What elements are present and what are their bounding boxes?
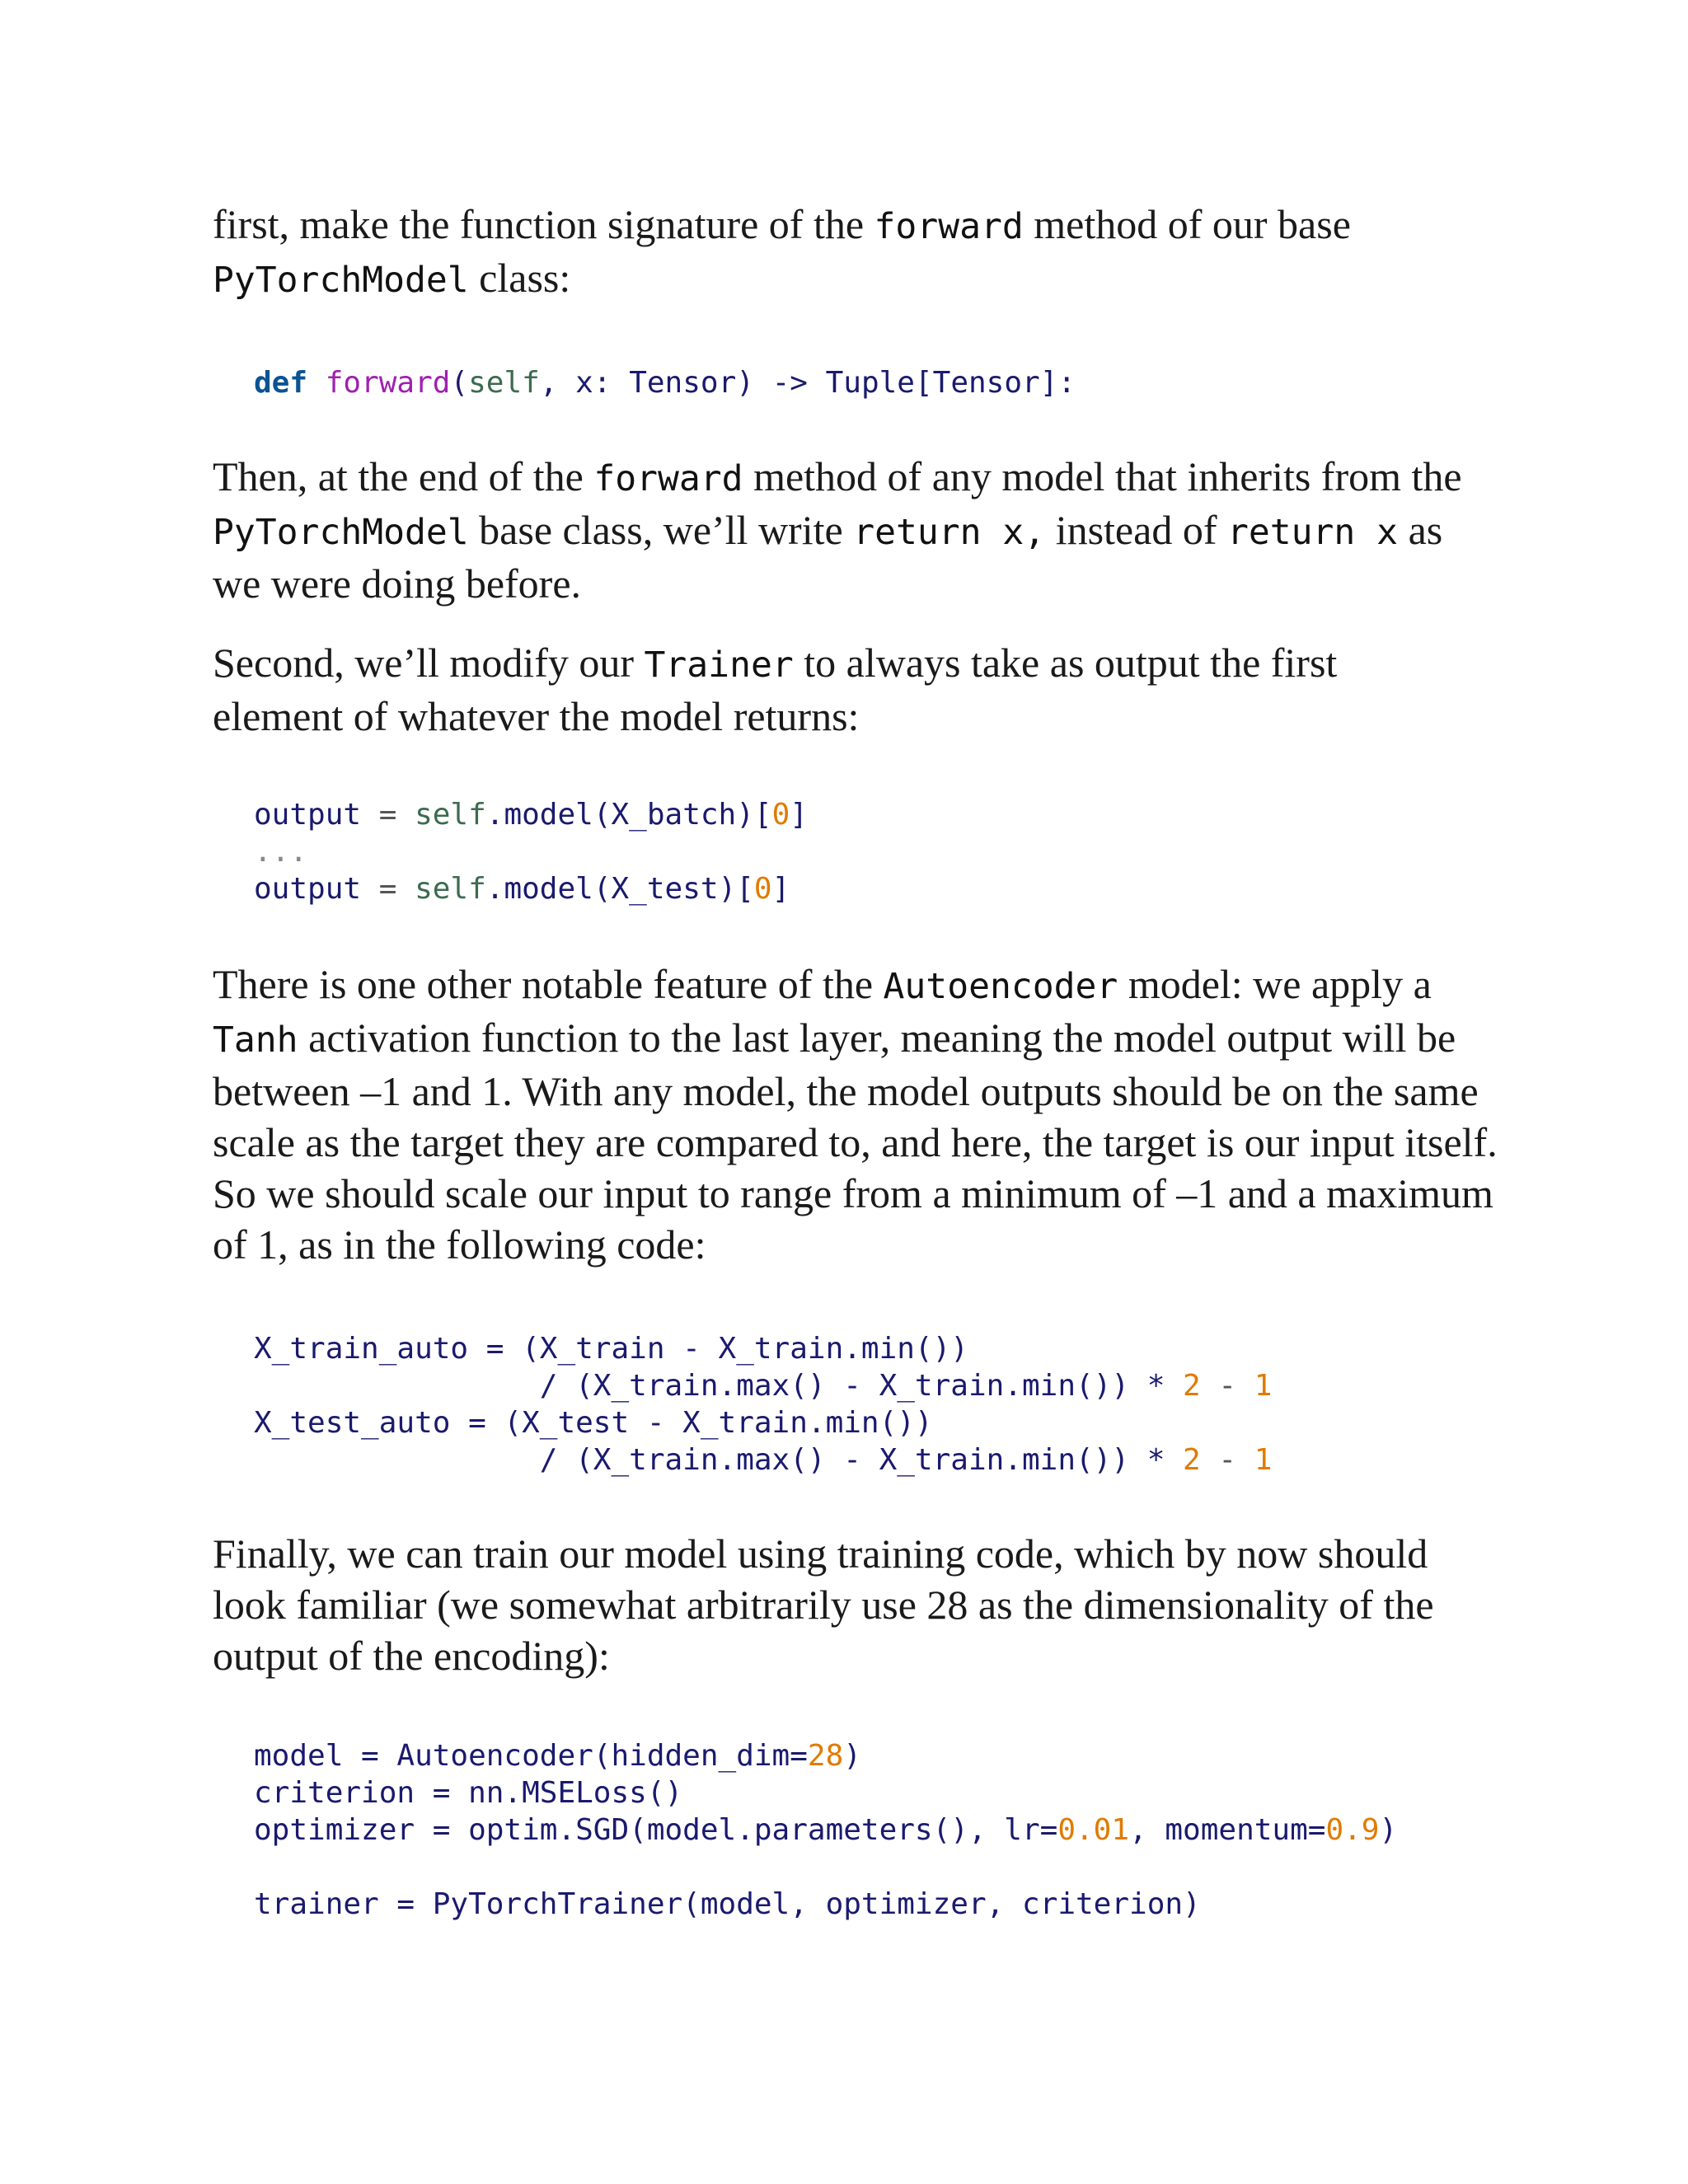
code-line [254, 796, 808, 833]
code-line [254, 364, 1076, 401]
code-block-forward-signature [254, 364, 1076, 401]
code-number: 28 [807, 1739, 844, 1773]
code-number: 1 [1254, 1443, 1273, 1477]
code-number: 0 [753, 872, 772, 906]
code-operator: - [1200, 1369, 1254, 1403]
code-line [254, 1737, 1397, 1774]
inline-code: Autoencoder [883, 966, 1118, 1007]
code-text: ] [771, 872, 790, 906]
code-text: ( [450, 366, 469, 400]
code-number: 1 [1254, 1369, 1273, 1403]
code-line [254, 1441, 1272, 1479]
code-text: .model(X_test)[ [485, 872, 754, 906]
inline-code: PyTorchModel [213, 512, 469, 553]
code-text: output [254, 798, 362, 832]
paragraph-tanh-scaling [213, 958, 1498, 1270]
text: There is one other notable feature of the [213, 961, 884, 1007]
text: method of our base [1023, 201, 1351, 247]
text: to always take as output the first element of whatever the model returns: [213, 640, 1338, 739]
code-operator: = [361, 872, 415, 906]
code-text: / (X_train.max() - X_train.min()) * [254, 1443, 1184, 1477]
code-function-name: forward [325, 366, 451, 400]
code-operator: - [1200, 1443, 1254, 1477]
code-text: model = Autoencoder(hidden_dim= [254, 1739, 808, 1773]
text: first, make the function signature of the [213, 201, 874, 247]
code-line [254, 870, 808, 907]
text: Then, at the end of the [213, 453, 594, 499]
code-line: ... [254, 835, 308, 869]
code-text: , x: Tensor) -> Tuple[Tensor]: [539, 366, 1076, 400]
text: activation function to the last layer, meaning the model output will be between –1 and 1. With any model, the model outputs should be on the same scale as the target they are compared to, and here, the target is our input itself. So we should scale our input to range from a minimum of –1 and a maximum of 1, as in the following code: [213, 1015, 1498, 1268]
text: instead of [1045, 507, 1227, 553]
code-text: , momentum= [1129, 1813, 1326, 1847]
code-blank-line [254, 1849, 1397, 1886]
code-text: ) [843, 1739, 861, 1773]
text: Second, we’ll modify our [213, 640, 645, 686]
code-text: ) [1379, 1813, 1398, 1847]
code-line: X_train_auto = (X_train - X_train.min()) [254, 1332, 968, 1366]
inline-code: forward [593, 458, 743, 499]
text: base class, we’ll write [468, 507, 854, 553]
inline-code: Trainer [644, 644, 794, 686]
code-self: self [468, 366, 540, 400]
code-text: output [254, 872, 362, 906]
text: Finally, we can train our model using training code, which by now should look familiar (we somewhat arbitrarily use 28 as the dimensionality of the output of the encoding): [213, 1530, 1434, 1679]
code-text: / (X_train.max() - X_train.min()) * [254, 1369, 1184, 1403]
text: model: we apply a [1118, 961, 1432, 1007]
code-block-training [254, 1737, 1397, 1923]
inline-code: return x [1226, 512, 1399, 553]
code-number: 0 [771, 798, 790, 832]
inline-code: Tanh [213, 1019, 298, 1061]
code-line: criterion = nn.MSELoss() [254, 1776, 683, 1810]
code-line [254, 1367, 1272, 1404]
code-number: 2 [1183, 1443, 1201, 1477]
code-line: X_test_auto = (X_test - X_train.min()) [254, 1406, 933, 1440]
paragraph-return-tuple [213, 451, 1498, 609]
paragraph-forward-signature-intro [213, 199, 1498, 306]
code-number: 0.9 [1325, 1813, 1380, 1847]
code-block-scaling [254, 1330, 1272, 1479]
inline-code: forward [874, 206, 1024, 247]
code-number: 0.01 [1057, 1813, 1130, 1847]
text: class: [468, 255, 571, 301]
code-operator: = [361, 798, 415, 832]
paragraph-training-intro [213, 1528, 1498, 1681]
code-block-trainer-output [254, 796, 808, 907]
code-text: .model(X_batch)[ [485, 798, 772, 832]
text: as we were doing before. [213, 507, 1443, 607]
code-self: self [415, 798, 486, 832]
inline-code: return x, [853, 512, 1046, 553]
code-keyword: def [254, 366, 308, 400]
code-number: 2 [1183, 1369, 1201, 1403]
code-line [254, 1811, 1397, 1849]
text: method of any model that inherits from the [743, 453, 1462, 499]
code-text: optimizer = optim.SGD(model.parameters(), lr= [254, 1813, 1058, 1847]
code-self: self [415, 872, 486, 906]
code-line: trainer = PyTorchTrainer(model, optimizer, criterion) [254, 1887, 1201, 1921]
code-text: ] [790, 798, 808, 832]
paragraph-trainer-output [213, 637, 1367, 742]
inline-code: PyTorchModel [213, 260, 469, 301]
